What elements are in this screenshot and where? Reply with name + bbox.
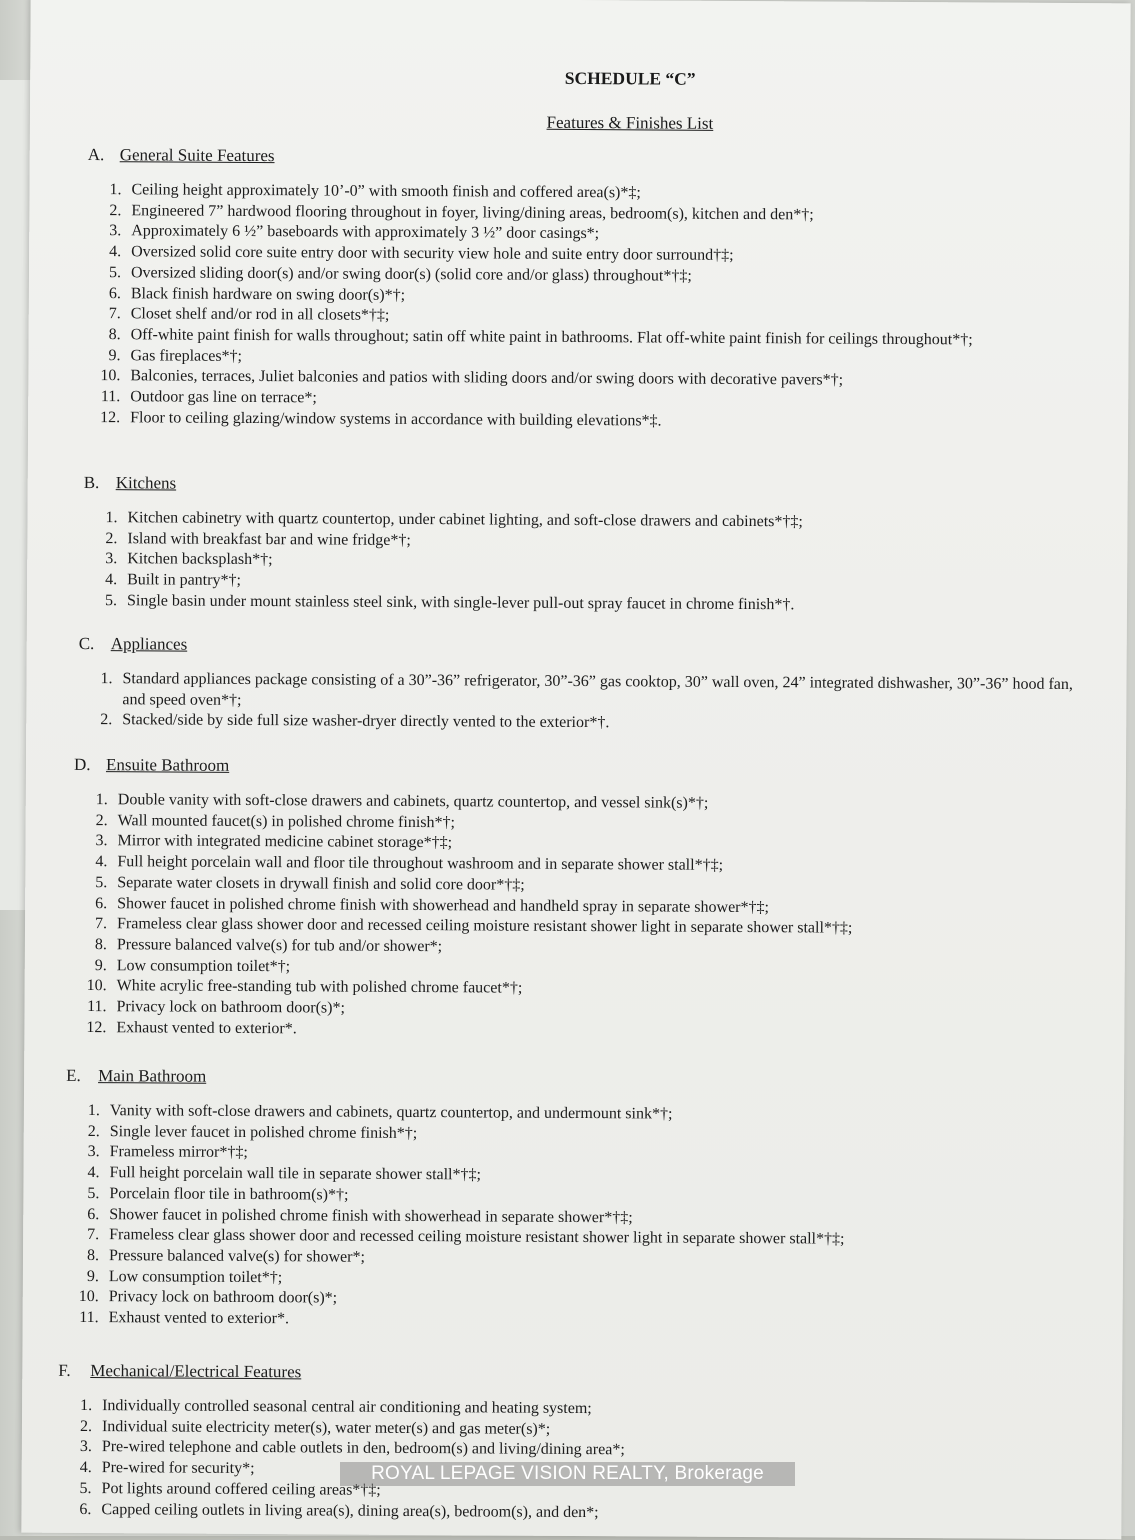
feature-item-text: Frameless mirror*†‡; — [109, 1143, 248, 1162]
feature-item-text: Built in pantry*†; — [127, 571, 241, 590]
section-letter: B. — [83, 472, 100, 493]
feature-item-number: 1. — [109, 181, 122, 199]
feature-item-text: Standard appliances package consisting of a 30”-36” refrigerator, 30”-36” gas cooktop, 30” wall oven, 24” integrated dishwasher, 30”-36” hood fan, and speed oven*†; — [122, 670, 1073, 709]
document-title: SCHEDULE “C” — [564, 67, 696, 89]
feature-item-text: Gas fireplaces*†; — [130, 346, 243, 365]
section-title: Appliances — [110, 634, 188, 654]
feature-item-number: 4. — [79, 1459, 92, 1477]
feature-item-text: Pre-wired for security*; — [101, 1459, 255, 1478]
feature-item-number: 6. — [79, 1500, 92, 1518]
feature-item-text: Floor to ceiling glazing/window systems in accordance with building elevations*‡. — [130, 409, 662, 430]
feature-item-text: Single basin under mount stainless steel sink, with single-lever pull-out spray faucet in chrome finish*†. — [126, 592, 795, 614]
feature-item-number: 6. — [87, 1205, 100, 1223]
section-main-bathroom — [65, 1063, 1085, 1335]
feature-item-text: Vanity with soft-close drawers and cabinets, quartz countertop, and undermount sink*†; — [109, 1102, 673, 1123]
feature-item-text: Oversized sliding door(s) and/or swing door(s) (solid core and/or glass) throughout*†‡; — [130, 264, 692, 285]
feature-item-number: 5. — [95, 873, 108, 891]
section-title: Ensuite Bathroom — [105, 755, 230, 775]
feature-item-number: 8. — [94, 935, 107, 954]
section-heading — [88, 142, 1090, 174]
feature-item-number: 10. — [86, 977, 107, 995]
feature-item-text: Privacy lock on bathroom door(s)*; — [108, 1288, 338, 1307]
feature-item-text: Frameless clear glass shower door and recessed ceiling moisture resistant shower light in separate shower stall*†‡; — [109, 1226, 845, 1248]
feature-list — [80, 669, 1086, 737]
feature-item-number: 12. — [86, 1018, 107, 1036]
feature-item-number: 3. — [105, 550, 118, 568]
feature-item-text: Off-white paint finish for walls throughout; satin off white paint in bathrooms. Flat off-white paint finish for ceilings throughout*†; — [130, 326, 973, 349]
feature-item-text: Low consumption toilet*†; — [116, 956, 291, 975]
section-title: Main Bathroom — [98, 1066, 207, 1086]
feature-item-number: 3. — [95, 832, 108, 850]
feature-item-number: 6. — [108, 284, 121, 302]
feature-item-text: Island with breakfast bar and wine fridge*†; — [127, 529, 411, 549]
feature-item-number: 7. — [87, 1226, 100, 1244]
feature-item-text: Oversized solid core suite entry door with security view hole and suite entry door surround†‡; — [131, 243, 734, 265]
feature-item-number: 4. — [95, 853, 108, 871]
feature-item-text: Pre-wired telephone and cable outlets in den, bedroom(s) and living/dining area*; — [101, 1438, 625, 1459]
section-heading — [66, 1063, 1084, 1095]
feature-item-number: 10. — [78, 1288, 99, 1306]
feature-item-text: Low consumption toilet*†; — [108, 1267, 283, 1286]
feature-item-number: 10. — [100, 367, 121, 385]
section-title: Kitchens — [115, 473, 177, 493]
feature-item-number: 11. — [87, 998, 107, 1016]
feature-item-text: Approximately 6 ½” baseboards with approximately 3 ½” door casings*; — [131, 222, 600, 243]
feature-item-number: 1. — [80, 1396, 93, 1415]
feature-item-text: Exhaust vented to exterior*. — [116, 1018, 297, 1038]
feature-item-number: 6. — [95, 894, 108, 912]
section-letter: E. — [66, 1065, 81, 1085]
feature-item-number: 7. — [108, 305, 121, 323]
feature-item-text: Full height porcelain wall and floor tile throughout washroom and in separate shower stall*†‡; — [117, 853, 724, 875]
feature-item-text: Privacy lock on bathroom door(s)*; — [116, 998, 345, 1017]
feature-item-number: 2. — [87, 1122, 100, 1140]
feature-item-text: Outdoor gas line on terrace*; — [130, 388, 317, 407]
feature-item-number: 12. — [100, 408, 121, 426]
section-kitchens — [83, 470, 1088, 618]
feature-list — [88, 180, 1089, 435]
section-heading — [84, 470, 1088, 502]
section-heading — [58, 1358, 1082, 1390]
feature-item-text: Shower faucet in polished chrome finish with showerhead in separate shower*†‡; — [109, 1205, 633, 1226]
feature-item-text: Ceiling height approximately 10’-0” with smooth finish and coffered area(s)*‡; — [131, 181, 641, 202]
feature-item-number: 2. — [79, 1417, 93, 1435]
feature-item-number: 9. — [94, 956, 107, 974]
feature-item-number: 5. — [108, 263, 122, 282]
section-title: Mechanical/Electrical Features — [90, 1361, 302, 1382]
feature-item-number: 3. — [87, 1143, 100, 1161]
feature-item-number: 8. — [86, 1246, 100, 1265]
feature-item-text: Pressure balanced valve(s) for shower*; — [108, 1247, 365, 1266]
feature-item-number: 2. — [105, 529, 118, 547]
feature-item-text: Full height porcelain wall tile in separate shower stall*†‡; — [109, 1164, 482, 1184]
feature-item-number: 9. — [86, 1267, 99, 1285]
document-subtitle: Features & Finishes List — [546, 112, 714, 133]
feature-item-number: 7. — [94, 915, 108, 933]
feature-list — [85, 508, 1088, 618]
section-mechanical-electrical-features — [57, 1358, 1082, 1526]
feature-item-number: 3. — [79, 1438, 92, 1456]
feature-item-text: Exhaust vented to exterior*. — [108, 1309, 290, 1328]
feature-item-text: Mirror with integrated medicine cabinet storage*†‡; — [117, 832, 453, 852]
section-title: General Suite Features — [119, 145, 275, 166]
feature-list — [67, 1101, 1084, 1335]
section-general-suite-features — [86, 142, 1090, 435]
feature-item-number: 11. — [79, 1309, 99, 1327]
feature-item-text: Double vanity with soft-close drawers and cabinets, quartz countertop, and vessel sink(s)*†; — [117, 791, 709, 812]
feature-item-text: Balconies, terraces, Juliet balconies and patios with sliding doors and/or swing doors with decorative pavers*†; — [130, 367, 844, 389]
feature-item-number: 9. — [108, 346, 121, 364]
feature-item-number: 2. — [109, 201, 122, 219]
feature-item-text: Capped ceiling outlets in living area(s), dining area(s), bedroom(s), and den*; — [101, 1500, 599, 1521]
feature-item-number: 8. — [108, 326, 121, 344]
section-letter: A. — [87, 145, 105, 165]
feature-item-text: Stacked/side by side full size washer-dryer directly vented to the exterior*†. — [122, 711, 610, 732]
feature-item-text: Separate water closets in drywall finish and solid core door*†‡; — [117, 874, 525, 894]
section-letter: F. — [58, 1360, 71, 1380]
feature-item-text: Engineered 7” hardwood flooring throughout in foyer, living/dining areas, bedroom(s), kitchen and den*†; — [131, 201, 814, 224]
feature-list — [74, 790, 1085, 1045]
feature-item-text: Individually controlled seasonal central air conditioning and heating system; — [102, 1397, 592, 1418]
feature-item-text: Shower faucet in polished chrome finish with showerhead and handheld spray in separate shower*†‡; — [117, 894, 770, 916]
feature-item-text: Closet shelf and/or rod in all closets*†‡; — [130, 305, 390, 325]
section-heading — [79, 631, 1087, 663]
feature-item-text: Frameless clear glass shower door and recessed ceiling moisture resistant shower light in separate shower stall*†‡; — [116, 915, 853, 937]
brokerage-watermark: ROYAL LEPAGE VISION REALTY, Brokerage — [340, 1462, 795, 1486]
feature-item-text: Porcelain floor tile in bathroom(s)*†; — [109, 1184, 349, 1204]
feature-item-number: 5. — [79, 1479, 92, 1497]
feature-item-number: 4. — [105, 571, 118, 589]
feature-item-number: 2. — [95, 811, 108, 829]
feature-item-number: 4. — [87, 1164, 100, 1182]
feature-item-number: 5. — [104, 591, 118, 610]
feature-item-text: Kitchen backsplash*†; — [127, 550, 273, 569]
feature-item — [80, 669, 1086, 717]
feature-item-text: Pot lights around coffered ceiling areas*†‡; — [101, 1479, 381, 1499]
feature-item-text: Single lever faucet in polished chrome finish*†; — [109, 1122, 418, 1142]
feature-item-text: Black finish hardware on swing door(s)*†; — [130, 284, 406, 304]
feature-item-text: Individual suite electricity meter(s), water meter(s) and gas meter(s)*; — [101, 1417, 551, 1438]
section-ensuite-bathroom — [72, 752, 1086, 1045]
feature-item-number: 4. — [109, 243, 122, 261]
feature-item-number: 1. — [95, 791, 108, 809]
section-letter: C. — [78, 633, 95, 654]
feature-item-number: 1. — [87, 1102, 100, 1120]
feature-item-text: Pressure balanced valve(s) for tub and/or shower*; — [116, 936, 443, 956]
feature-item-text: Wall mounted faucet(s) in polished chrome finish*†; — [117, 811, 456, 831]
feature-item-number: 1. — [105, 509, 118, 527]
document-page — [21, 0, 1130, 1539]
feature-item-number: 1. — [100, 670, 113, 688]
feature-item-number: 5. — [87, 1184, 100, 1202]
section-appliances — [78, 631, 1087, 737]
feature-item-number: 2. — [100, 711, 113, 729]
feature-item-text: Kitchen cabinetry with quartz countertop, under cabinet lighting, and soft-close drawers and cabinets*†‡; — [127, 509, 803, 531]
feature-item-number: 3. — [109, 222, 122, 240]
section-letter: D. — [73, 754, 91, 775]
feature-item-number: 11. — [100, 388, 121, 406]
section-heading — [74, 752, 1086, 784]
feature-item-text: White acrylic free-standing tub with polished chrome faucet*†; — [116, 977, 523, 998]
